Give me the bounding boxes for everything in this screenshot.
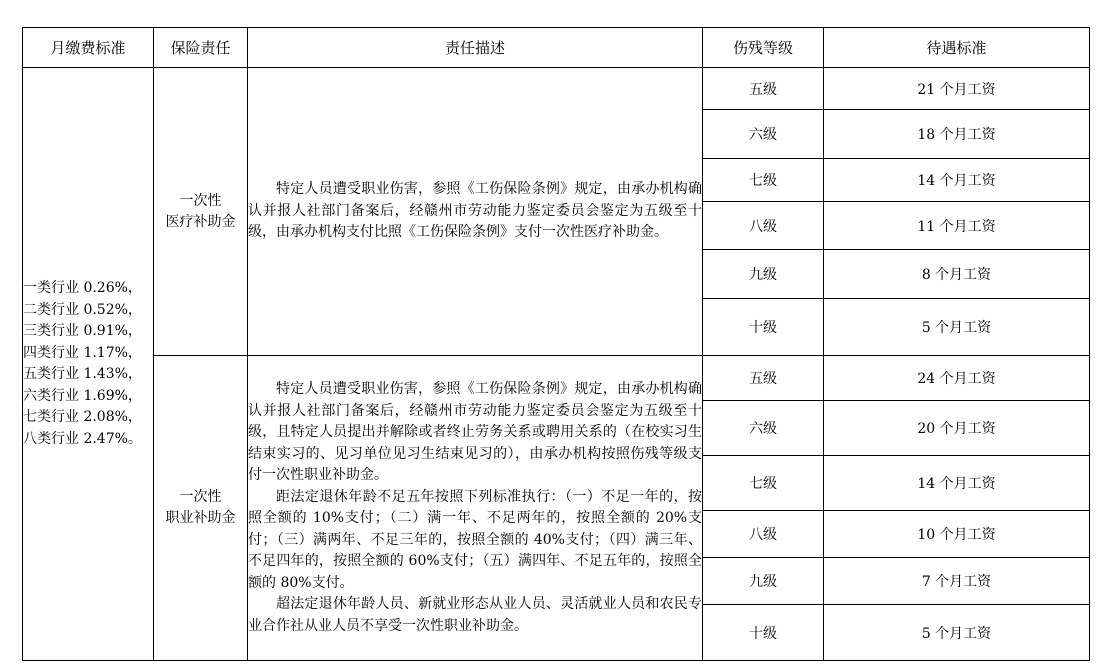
rate-line: 一类行业 0.26%， bbox=[23, 280, 142, 296]
rate-line: 四类行业 1.17%， bbox=[23, 344, 142, 361]
header-insurance: 保险责任 bbox=[154, 28, 248, 68]
rate-line: 三类行业 0.91%， bbox=[23, 323, 142, 339]
grade-cell: 七级 bbox=[703, 456, 824, 511]
header-benefit: 待遇标准 bbox=[824, 28, 1090, 68]
insurance-label-line: 一次性 bbox=[179, 489, 222, 505]
header-rate: 月缴费标准 bbox=[23, 28, 154, 68]
insurance-occupational bbox=[154, 356, 248, 661]
benefit-cell: 8 个月工资 bbox=[824, 250, 1090, 299]
insurance-label-line: 一次性 bbox=[179, 192, 222, 209]
grade-cell: 六级 bbox=[703, 110, 824, 159]
grade-cell: 九级 bbox=[703, 558, 824, 605]
grade-cell: 八级 bbox=[703, 511, 824, 558]
rate-line: 七类行业 2.08%， bbox=[23, 409, 142, 425]
benefit-cell: 5 个月工资 bbox=[824, 605, 1090, 661]
benefit-cell: 14 个月工资 bbox=[824, 159, 1090, 202]
table-row bbox=[23, 68, 1090, 110]
rate-line: 五类行业 1.43%， bbox=[23, 366, 142, 382]
benefit-cell: 5 个月工资 bbox=[824, 299, 1090, 356]
description-occupational bbox=[248, 356, 703, 661]
grade-cell: 五级 bbox=[703, 356, 824, 401]
benefit-cell: 24 个月工资 bbox=[824, 356, 1090, 401]
rate-cell bbox=[23, 68, 154, 661]
grade-cell: 五级 bbox=[703, 68, 824, 110]
grade-cell: 十级 bbox=[703, 299, 824, 356]
insurance-label-line: 医疗补助金 bbox=[165, 213, 236, 230]
benefit-cell: 20 个月工资 bbox=[824, 401, 1090, 456]
grade-cell: 八级 bbox=[703, 202, 824, 250]
description-medical bbox=[248, 68, 703, 356]
insurance-medical bbox=[154, 68, 248, 356]
benefit-cell: 7 个月工资 bbox=[824, 558, 1090, 605]
description-paragraph: 特定人员遭受职业伤害，参照《工伤保险条例》规定，由承办机构确认并报人社部门备案后，经赣州市劳动能力鉴定委员会鉴定为五级至十级，且特定人员提出并解除或者终止劳务关系或聘用关系的（在校实习生结束实习的、见习单位见习生结束见习的），由承办机构按照伤残等级支付一次性职业补助金。 bbox=[248, 381, 702, 483]
benefit-cell: 10 个月工资 bbox=[824, 511, 1090, 558]
benefit-cell: 18 个月工资 bbox=[824, 110, 1090, 159]
grade-cell: 六级 bbox=[703, 401, 824, 456]
rate-line: 二类行业 0.52%， bbox=[23, 301, 142, 318]
rate-line: 八类行业 2.47%。 bbox=[23, 430, 142, 447]
benefit-cell: 21 个月工资 bbox=[824, 68, 1090, 110]
benefit-cell: 14 个月工资 bbox=[824, 456, 1090, 511]
benefit-cell: 11 个月工资 bbox=[824, 202, 1090, 250]
description-paragraph: 超法定退休年龄人员、新就业形态从业人员、灵活就业人员和农民专业合作社从业人员不享受一次性职业补助金。 bbox=[248, 596, 702, 634]
description-paragraph: 特定人员遭受职业伤害，参照《工伤保险条例》规定，由承办机构确认并报人社部门备案后，经赣州市劳动能力鉴定委员会鉴定为五级至十级，由承办机构支付比照《工伤保险条例》支付一次性医疗补助金。 bbox=[248, 181, 702, 241]
grade-cell: 七级 bbox=[703, 159, 824, 202]
benefits-table bbox=[22, 27, 1090, 661]
grade-cell: 九级 bbox=[703, 250, 824, 299]
header-description: 责任描述 bbox=[248, 28, 703, 68]
header-grade: 伤残等级 bbox=[703, 28, 824, 68]
grade-cell: 十级 bbox=[703, 605, 824, 661]
description-paragraph: 距法定退休年龄不足五年按照下列标准执行：（一）不足一年的，按照全额的 10%支付；（二）满一年、不足两年的，按照全额的 20%支付；（三）满两年、不足三年的，按照全额的 40%支付；（四）满三年、不足四年的，按照全额的 60%支付；（五）满四年、不足五年的，按照全额的 80%支付。 bbox=[248, 488, 702, 591]
table-row bbox=[23, 356, 1090, 401]
rate-line: 六类行业 1.69%， bbox=[23, 387, 142, 404]
header-row bbox=[23, 28, 1090, 68]
insurance-label-line: 职业补助金 bbox=[165, 510, 236, 526]
